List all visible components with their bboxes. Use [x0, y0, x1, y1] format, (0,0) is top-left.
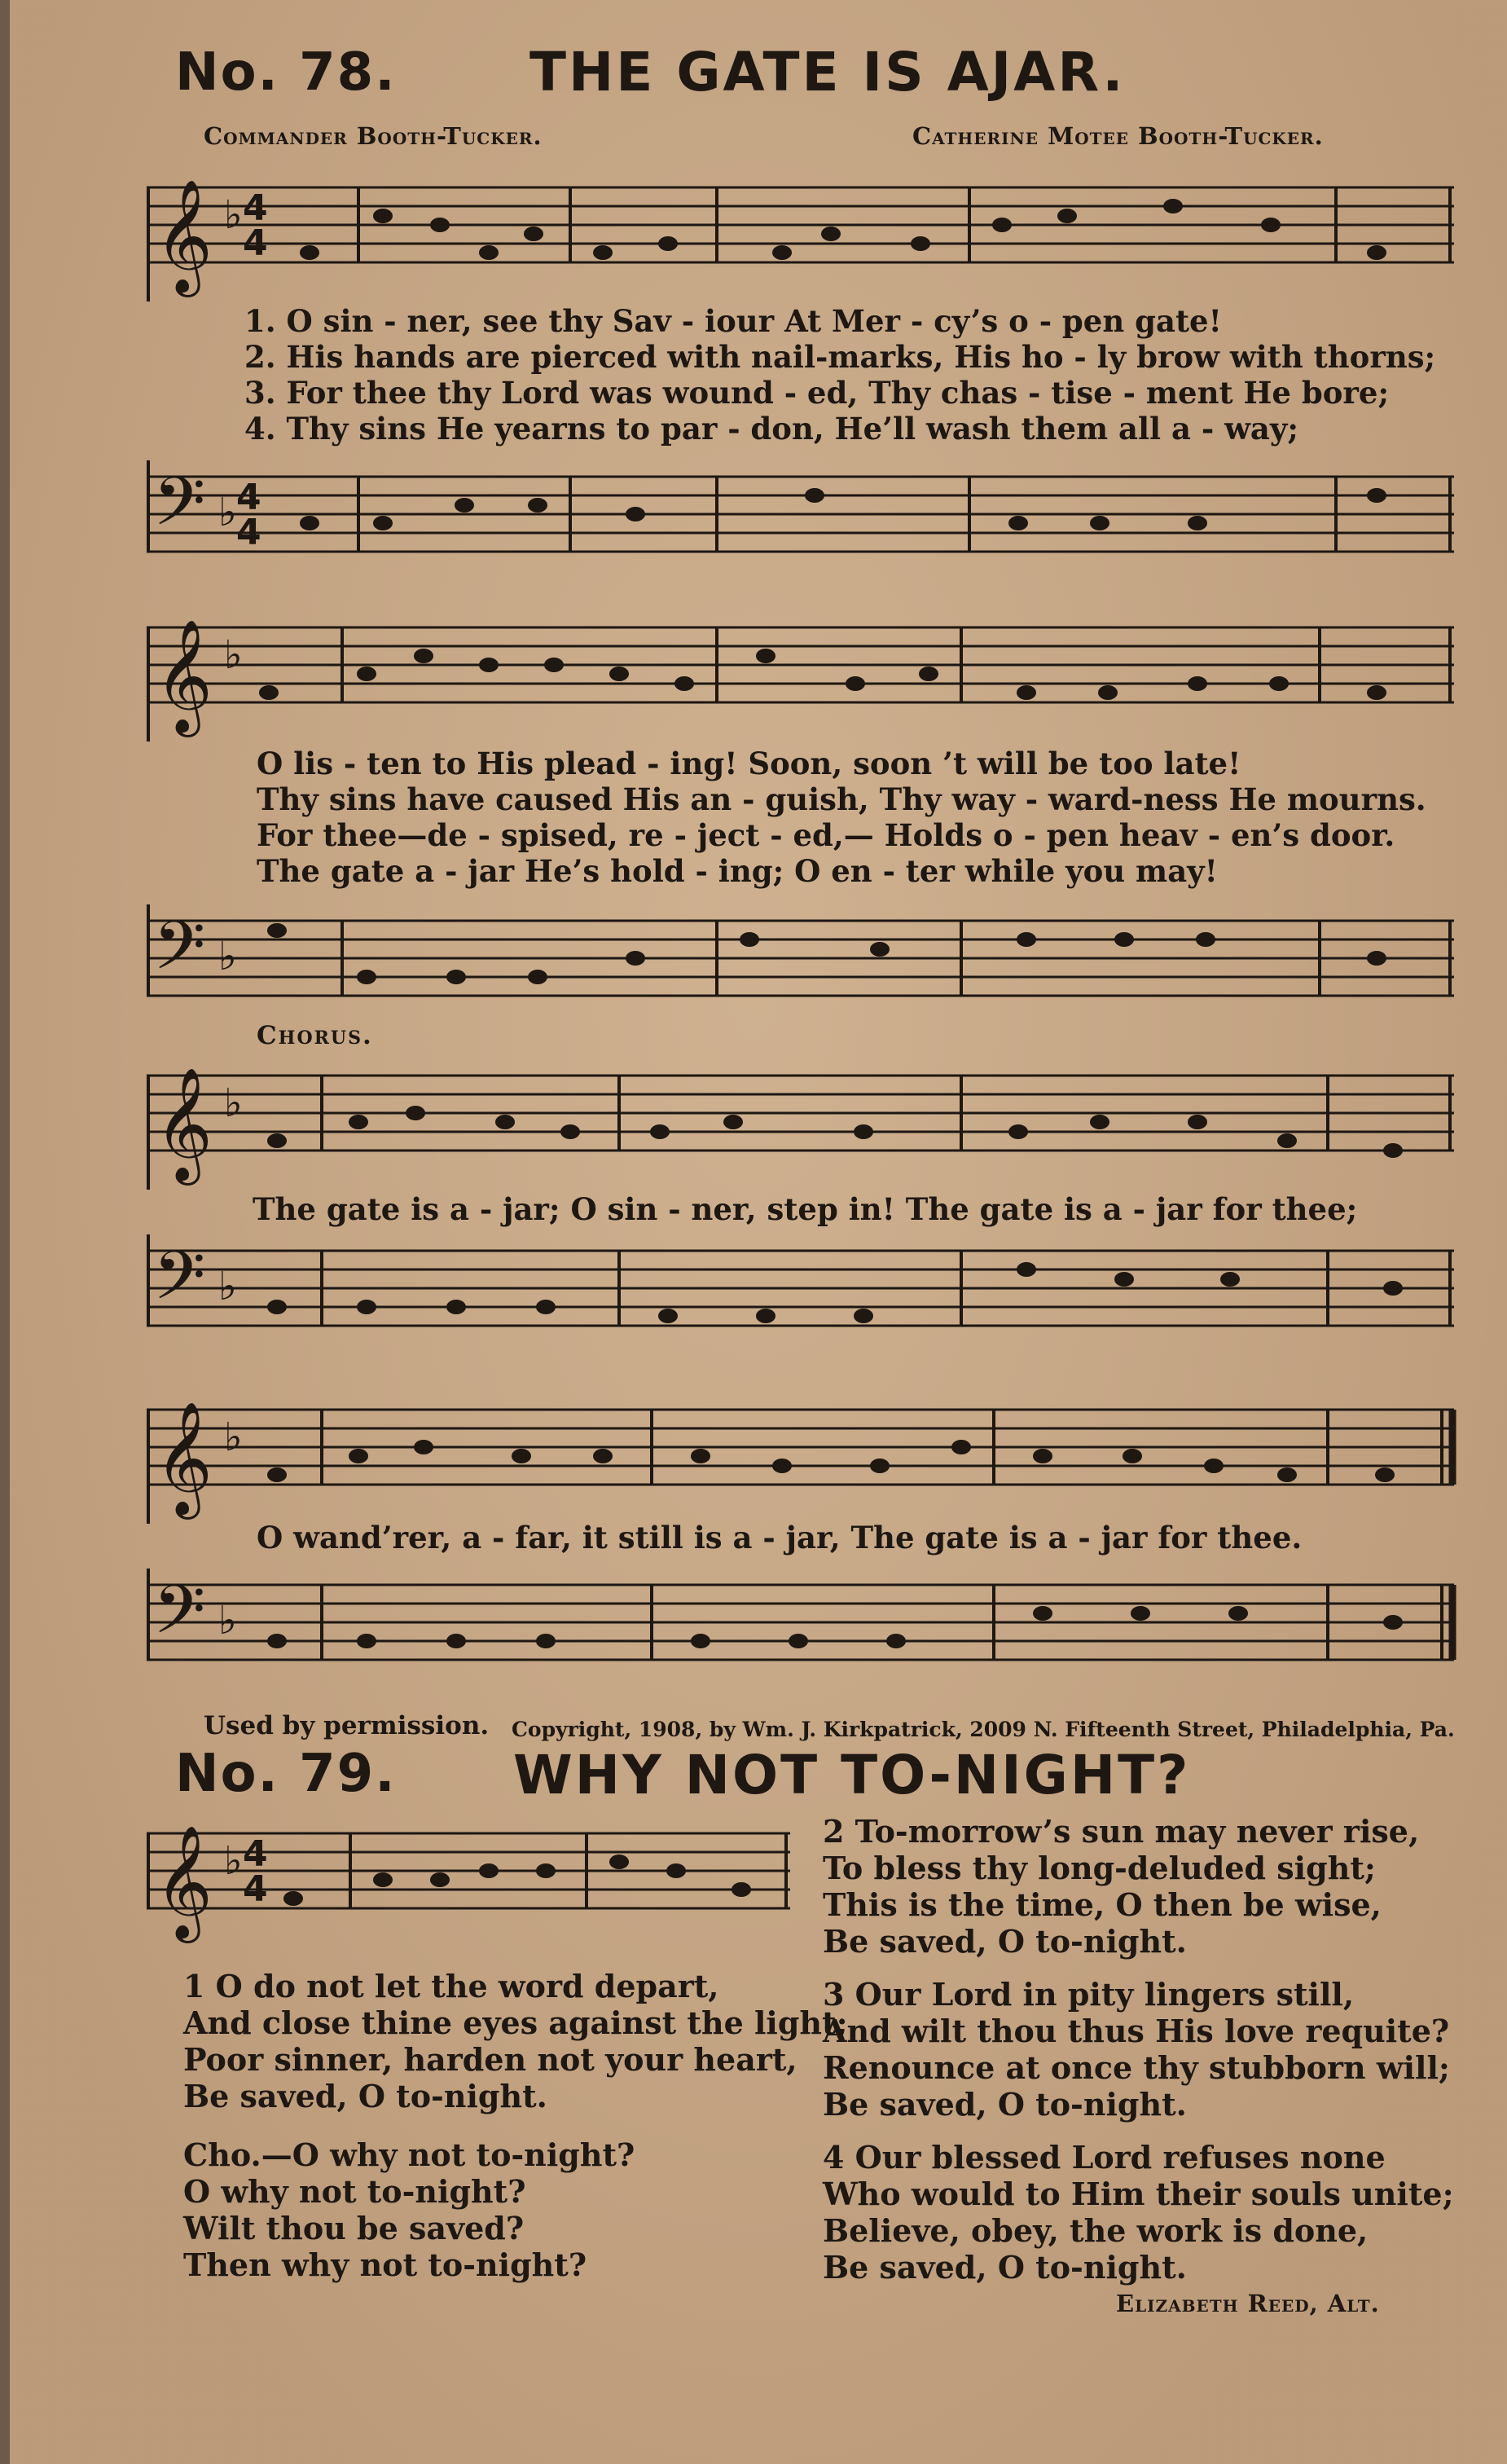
hymn-78-verse-b-line-2: Thy sins have caused His an - guish, Thy way - ward-ness He mourns. — [257, 781, 1426, 817]
hymn-78-verse-b-line-3: For thee—de - spised, re - ject - ed,— Holds o - pen heav - en’s door. — [257, 817, 1395, 853]
svg-text:♭: ♭ — [218, 490, 237, 535]
svg-text:♭: ♭ — [218, 1598, 237, 1643]
hymn-78-number: No. 78. — [175, 42, 397, 103]
bass-staff-3 — [147, 1234, 1466, 1357]
svg-text:♭: ♭ — [224, 1080, 243, 1126]
hymn-78-verse-line-4: 4. Thy sins He yearns to par - don, He’ll wash them all a - way; — [244, 411, 1299, 447]
svg-text:♭: ♭ — [224, 1838, 243, 1884]
hymn-79-stanza-2 — [823, 1813, 1419, 1960]
stanza-2-line-2: To bless thy long-deluded sight; — [823, 1850, 1376, 1886]
stanza-3-line-4: Be saved, O to-night. — [823, 2086, 1187, 2123]
stanza-4-line-4: Be saved, O to-night. — [823, 2249, 1187, 2286]
hymn-78-verse-b-line-4: The gate a - jar He’s hold - ing; O en - ter while you may! — [257, 853, 1218, 889]
svg-text:4: 4 — [243, 1833, 268, 1875]
hymn-79-author: Elizabeth Reed, Alt. — [1116, 2290, 1380, 2317]
page-edge — [0, 0, 10, 2464]
chorus-lyric-line-2: O wand’rer, a - far, it still is a - jar, The gate is a - jar for thee. — [257, 1520, 1303, 1555]
svg-text:𝄢: 𝄢 — [153, 906, 206, 1001]
svg-text:4: 4 — [243, 1868, 268, 1910]
svg-text:𝄞: 𝄞 — [155, 179, 213, 293]
hymn-79-title: WHY NOT TO-NIGHT? — [513, 1744, 1191, 1806]
stanza-3-line-3: Renounce at once thy stubborn will; — [823, 2049, 1450, 2086]
svg-text:4: 4 — [243, 222, 268, 264]
treble-staff-2 — [147, 611, 1466, 733]
stanza-2-line-4: Be saved, O to-night. — [823, 1923, 1187, 1960]
copyright-permission: Used by permission. — [204, 1711, 490, 1740]
svg-text:4: 4 — [243, 187, 268, 229]
hymn-78-verse-b-line-1: O lis - ten to His plead - ing! Soon, soon ’t will be too late! — [257, 746, 1241, 781]
stanza-4-line-1: 4 Our blessed Lord refuses none — [823, 2139, 1386, 2176]
treble-staff-1 — [147, 171, 1466, 293]
stanza-3-line-1: 3 Our Lord in pity lingers still, — [823, 1976, 1355, 2013]
hymn-78-composer: Catherine Motee Booth-Tucker. — [912, 122, 1324, 150]
hymn-78-verse-line-1: 1. O sin - ner, see thy Sav - iour At Mer - cy’s o - pen gate! — [244, 303, 1222, 339]
hymn-78-verse-line-3: 3. For thee thy Lord was wound - ed, Thy chas - tise - ment He bore; — [244, 375, 1390, 411]
stanza-1-line-2: And close thine eyes against the light; — [183, 2004, 848, 2041]
stanza-4-line-3: Believe, obey, the work is done, — [823, 2212, 1369, 2249]
hymn-78-verse-line-2: 2. His hands are pierced with nail-marks, His ho - ly brow with thorns; — [244, 339, 1436, 375]
chorus-label: Chorus. — [257, 1021, 373, 1050]
hymn-78-title: THE GATE IS AJAR. — [529, 41, 1126, 103]
hymn-79-number: No. 79. — [175, 1744, 397, 1804]
chorus-line-2: O why not to-night? — [183, 2173, 526, 2210]
stanza-1-line-3: Poor sinner, harden not your heart, — [183, 2041, 797, 2078]
chorus-line-3: Wilt thou be saved? — [183, 2210, 525, 2246]
stanza-3-line-2: And wilt thou thus His love requite? — [823, 2013, 1450, 2049]
hymn-79-chorus — [183, 2136, 635, 2283]
hymn-79-stanza-1 — [183, 1968, 848, 2114]
svg-text:𝄢: 𝄢 — [153, 1236, 206, 1331]
svg-text:𝄢: 𝄢 — [153, 462, 206, 557]
svg-text:𝄞: 𝄞 — [155, 1067, 213, 1181]
hymn-78-lyricist: Commander Booth-Tucker. — [204, 122, 543, 150]
bass-staff-2 — [147, 904, 1466, 1010]
hymn-79-stanza-4 — [823, 2139, 1454, 2286]
svg-text:♭: ♭ — [224, 632, 243, 678]
svg-text:𝄞: 𝄞 — [155, 1401, 213, 1515]
bass-staff-4 — [147, 1569, 1466, 1691]
stanza-2-line-1: 2 To-morrow’s sun may never rise, — [823, 1813, 1420, 1850]
svg-text:𝄞: 𝄞 — [155, 619, 213, 733]
treble-staff-3 — [147, 1059, 1466, 1181]
svg-text:♭: ♭ — [224, 1415, 243, 1460]
treble-staff-4 — [147, 1393, 1466, 1516]
stanza-1-line-4: Be saved, O to-night. — [183, 2078, 547, 2114]
stanza-4-line-2: Who would to Him their souls unite; — [823, 2176, 1454, 2212]
chorus-line-4: Then why not to-night? — [183, 2246, 587, 2283]
svg-text:4: 4 — [236, 477, 261, 518]
svg-text:𝄞: 𝄞 — [155, 1825, 213, 1938]
copyright-detail: Copyright, 1908, by Wm. J. Kirkpatrick, 2009 N. Fifteenth Street, Philadelphia, Pa. — [512, 1718, 1455, 1741]
svg-text:4: 4 — [236, 512, 261, 553]
hymn-79-stanza-3 — [823, 1976, 1450, 2123]
svg-text:♭: ♭ — [218, 934, 237, 979]
svg-text:𝄢: 𝄢 — [153, 1570, 206, 1665]
stanza-1-line-1: 1 O do not let the word depart, — [183, 1968, 719, 2004]
chorus-line-1: Cho.—O why not to-night? — [183, 2136, 635, 2173]
chorus-lyric-line-1: The gate is a - jar; O sin - ner, step in! The gate is a - jar for thee; — [253, 1191, 1358, 1227]
svg-text:♭: ♭ — [218, 1264, 237, 1309]
svg-text:♭: ♭ — [224, 192, 243, 238]
treble-staff-79 — [147, 1817, 798, 1938]
bass-staff-1 — [147, 460, 1466, 566]
stanza-2-line-3: This is the time, O then be wise, — [823, 1886, 1382, 1923]
